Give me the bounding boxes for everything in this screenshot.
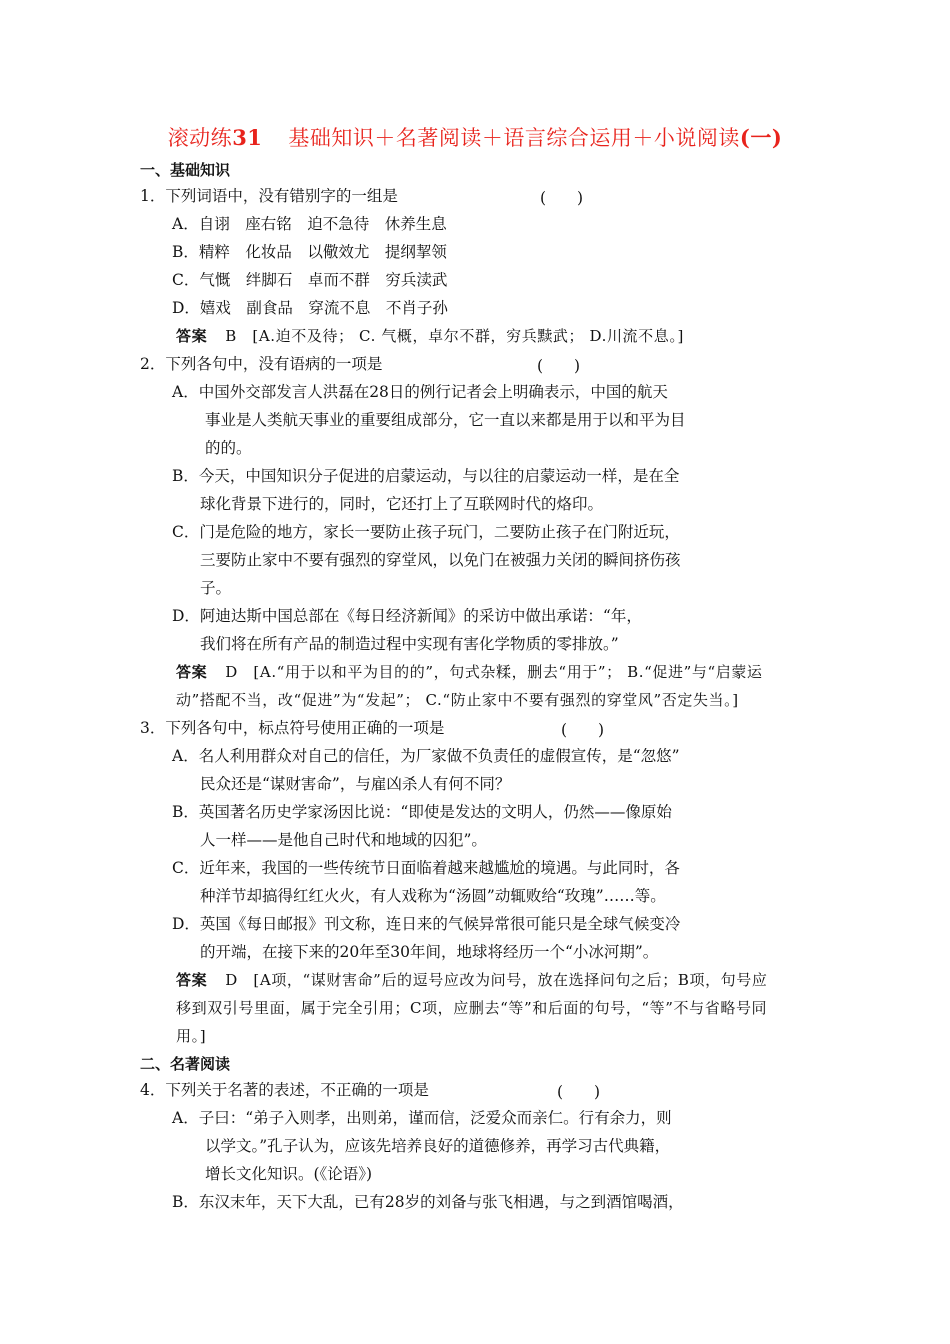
q3-option-b-line2: 人一样——是他自己时代和地域的囚犯”。 [200,831,487,849]
q2-option-b: B．今天，中国知识分子促进的启蒙运动，与以往的启蒙运动一样，是在全 [172,467,680,485]
q1-option-c: C．气慨 绊脚石 卓而不群 穷兵渎武 [172,271,448,289]
q2-option-d-line2: 我们将在所有产品的制造过程中实现有害化学物质的零排放。” [200,635,619,653]
q4-option-a-line2: 以学文。”孔子认为，应该先培养良好的道德修养，再学习古代典籍， [205,1137,671,1155]
q1-answer [176,326,684,346]
page-title [0,122,950,152]
title-main: 基础知识＋名著阅读＋语言综合运用＋小说阅读 [288,126,740,150]
q2-option-c: C．门是危险的地方，家长一要防止孩子玩门，二要防止孩子在门附近玩， [172,523,680,541]
q2-option-b-line2: 球化背景下进行的，同时，它还打上了互联网时代的烙印。 [200,495,604,513]
title-number: 31 [232,125,263,150]
q2-option-a-line3: 的的。 [205,439,252,457]
title-end: (一) [739,125,783,150]
answer-blank-4: ( ) [557,1083,601,1101]
q3-answer [176,970,767,990]
q4-option-a: A．子曰：“弟子入则孝，出则弟，谨而信，泛爱众而亲仁。行有余力，则 [172,1109,672,1127]
q1-option-a: A．自诩 座右铭 迫不急待 休养生息 [172,215,447,233]
answer-blank-3: ( ) [561,721,605,739]
question-1: 1．下列词语中，没有错别字的一组是 [140,187,398,205]
q1-option-b: B．精粹 化妆品 以儆效尤 提纲挈领 [172,243,447,261]
q3-option-d-line2: 的开端，在接下来的20年至30年间，地球将经历一个“小冰河期”。 [200,943,659,961]
q1-answer-text: B [A.迫不及待； C. 气概，卓尔不群，穷兵黩武； D.川流不息。] [225,327,684,345]
answer-label: 答案 [176,663,208,681]
question-3: 3．下列各句中，标点符号使用正确的一项是 [140,719,445,737]
answer-blank-1: ( ) [540,189,584,207]
q2-option-c-line3: 子。 [200,579,232,597]
section-heading-2: 二、名著阅读 [140,1055,231,1073]
question-2: 2．下列各句中，没有语病的一项是 [140,355,383,373]
q3-option-d: D．英国《每日邮报》刊文称，连日来的气候异常很可能只是全球气候变冷 [172,915,681,933]
q2-answer-text: D [A.“用于以和平为目的的”，句式杂糅，删去“用于”； B.“促进”与“启蒙运 [225,663,763,681]
title-prefix: 滚动练 [167,126,233,150]
q2-option-a: A．中国外交部发言人洪磊在28日的例行记者会上明确表示，中国的航天 [172,383,668,401]
q3-answer-line2: 移到双引号里面，属于完全引用；C项，应删去“等”和后面的句号，“等”不与省略号同 [176,999,768,1017]
q3-option-b: B．英国著名历史学家汤因比说：“即使是发达的文明人，仍然——像原始 [172,803,672,821]
section-heading-1: 一、基础知识 [140,161,231,179]
question-4: 4．下列关于名著的表述，不正确的一项是 [140,1081,429,1099]
q2-answer [176,662,763,682]
q4-option-b: B．东汉末年，天下大乱，已有28岁的刘备与张飞相遇，与之到酒馆喝酒， [172,1193,684,1211]
q3-answer-line3: 用。] [176,1027,207,1045]
q3-answer-text: D [A项，“谋财害命”后的逗号应改为问号，放在选择问句之后；B项，句号应 [225,971,768,989]
q3-option-a: A．名人利用群众对自己的信任，为厂家做不负责任的虚假宣传，是“忽悠” [172,747,680,765]
answer-label: 答案 [176,971,208,989]
q2-option-c-line2: 三要防止家中不要有强烈的穿堂风，以免门在被强力关闭的瞬间挤伤孩 [200,551,681,569]
q1-option-d: D．嬉戏 副食品 穿流不息 不肖子孙 [172,299,448,317]
q4-option-a-line3: 增长文化知识。(《论语》) [205,1165,373,1183]
answer-blank-2: ( ) [537,357,581,375]
q3-option-c: C．近年来，我国的一些传统节日面临着越来越尴尬的境遇。与此同时，各 [172,859,680,877]
answer-label: 答案 [176,327,208,345]
q3-option-c-line2: 种洋节却搞得红红火火，有人戏称为“汤圆”动辄败给“玫瑰”……等。 [200,887,666,905]
q2-option-d: D．阿迪达斯中国总部在《每日经济新闻》的采访中做出承诺：“年， [172,607,642,625]
q2-answer-line2: 动”搭配不当，改“促进”为“发起”； C.“防止家中不要有强烈的穿堂风”否定失当。] [176,691,739,709]
q3-option-a-line2: 民众还是“谋财害命”，与雇凶杀人有何不同？ [200,775,511,793]
q2-option-a-line2: 事业是人类航天事业的重要组成部分，它一直以来都是用于以和平为目 [205,411,686,429]
